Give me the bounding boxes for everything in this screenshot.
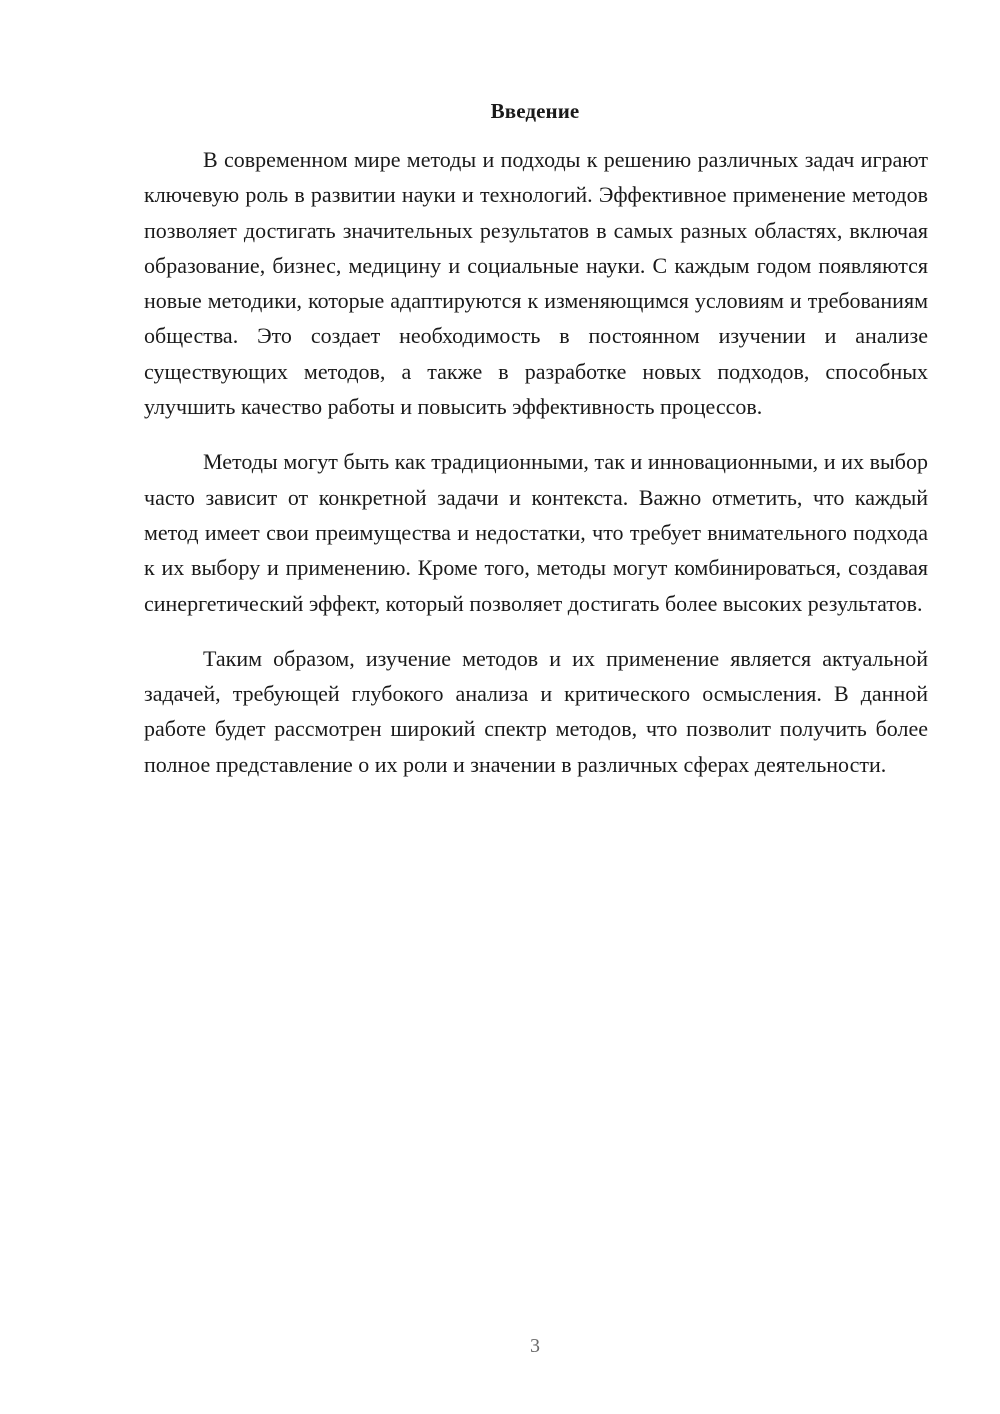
paragraph-3: Таким образом, изучение методов и их применение является актуальной задачей, требующей глубокого анализа и критического осмысления. В данной работе будет рассмотрен широкий спектр методов, что позволит получить более полное представление о их роли и значении в различных сферах деятельности.	[144, 645, 928, 777]
paragraph-1: В современном мире методы и подходы к решению различных задач играют ключевую роль в развитии науки и технологий. Эффективное применение методов позволяет достигать значительных результатов в самых разных областях, включая образование, бизнес, медицину и социальные науки. С каждым годом появляются новые методики, которые адаптируются к изменяющимся условиям и требованиям общества. Это создает необходимость в постоянном изучении и анализе существующих методов, а также в разработке новых подходов, способных улучшить качество работы и повысить эффективность процессов.	[144, 147, 928, 420]
body-text	[144, 142, 928, 802]
section-heading: Введение	[490, 99, 580, 123]
page-number: 3	[530, 1335, 540, 1357]
paragraph-2: Методы могут быть как традиционными, так и инновационными, и их выбор часто зависит от конкретной задачи и контекста. Важно отметить, что каждый метод имеет свои преимущества и недостатки, что требует внимательного подхода к их выбору и применению. Кроме того, методы могут комбинироваться, создавая синергетический эффект, который позволяет достигать более высоких результатов.	[144, 449, 928, 616]
